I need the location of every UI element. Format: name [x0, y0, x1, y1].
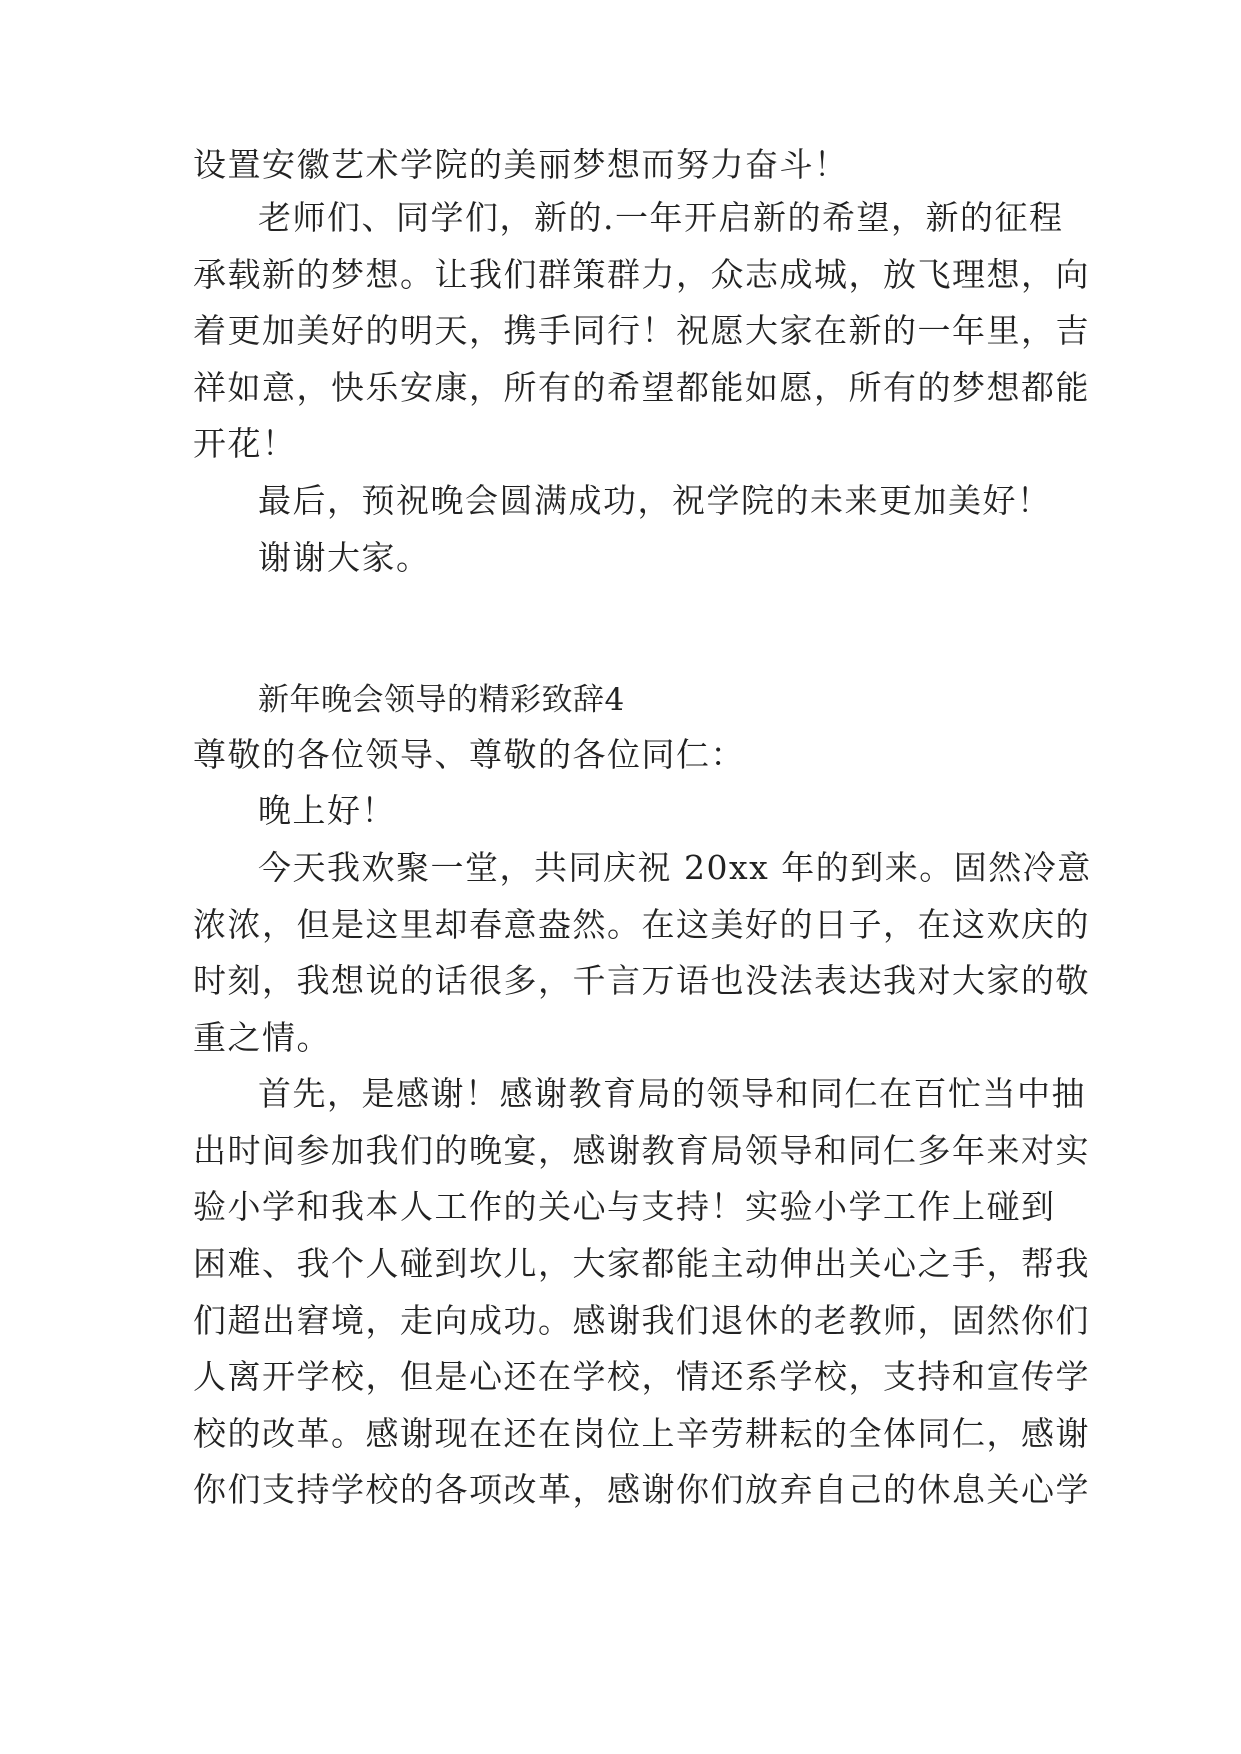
paragraph-line: 谢谢大家。 [258, 538, 431, 577]
paragraph-line: 人离开学校，但是心还在学校，情还系学校，支持和宣传学 [193, 1357, 1090, 1396]
paragraph-line: 承载新的梦想。让我们群策群力，众志成城，放飞理想，向 [193, 255, 1090, 294]
paragraph-line: 重之情。 [193, 1018, 331, 1057]
paragraph-line: 祥如意，快乐安康，所有的希望都能如愿，所有的梦想都能 [193, 368, 1090, 407]
paragraph-line: 验小学和我本人工作的关心与支持！实验小学工作上碰到 [193, 1187, 1056, 1226]
section-title: 新年晚会领导的精彩致辞4 [258, 682, 625, 718]
paragraph-line: 你们支持学校的各项改革，感谢你们放弃自己的休息关心学 [193, 1470, 1090, 1509]
paragraph-line: 时刻，我想说的话很多，千言万语也没法表达我对大家的敬 [193, 961, 1090, 1000]
paragraph-line: 出时间参加我们的晚宴，感谢教育局领导和同仁多年来对实 [193, 1131, 1090, 1170]
paragraph-line: 困难、我个人碰到坎儿，大家都能主动伸出关心之手，帮我 [193, 1244, 1090, 1283]
paragraph-line: 校的改革。感谢现在还在岗位上辛劳耕耘的全体同仁，感谢 [193, 1414, 1090, 1453]
paragraph-line: 老师们、同学们，新的.一年开启新的希望，新的征程 [258, 198, 1064, 237]
paragraph-line: 今天我欢聚一堂，共同庆祝 20xx 年的到来。固然冷意 [258, 848, 1092, 887]
salutation-line: 尊敬的各位领导、尊敬的各位同仁： [193, 735, 745, 774]
paragraph-line: 着更加美好的明天，携手同行！祝愿大家在新的一年里，吉 [193, 311, 1090, 350]
paragraph-line: 们超出窘境，走向成功。感谢我们退休的老教师，固然你们 [193, 1301, 1090, 1340]
paragraph-line: 浓浓，但是这里却春意盎然。在这美好的日子，在这欢庆的 [193, 905, 1090, 944]
paragraph-line: 开花！ [193, 424, 297, 463]
paragraph-line: 最后，预祝晚会圆满成功，祝学院的未来更加美好！ [258, 481, 1052, 520]
paragraph-line: 首先，是感谢！感谢教育局的领导和同仁在百忙当中抽 [258, 1074, 1086, 1113]
paragraph-line: 设置安徽艺术学院的美丽梦想而努力奋斗！ [193, 145, 849, 184]
greeting-line: 晚上好！ [258, 791, 396, 830]
